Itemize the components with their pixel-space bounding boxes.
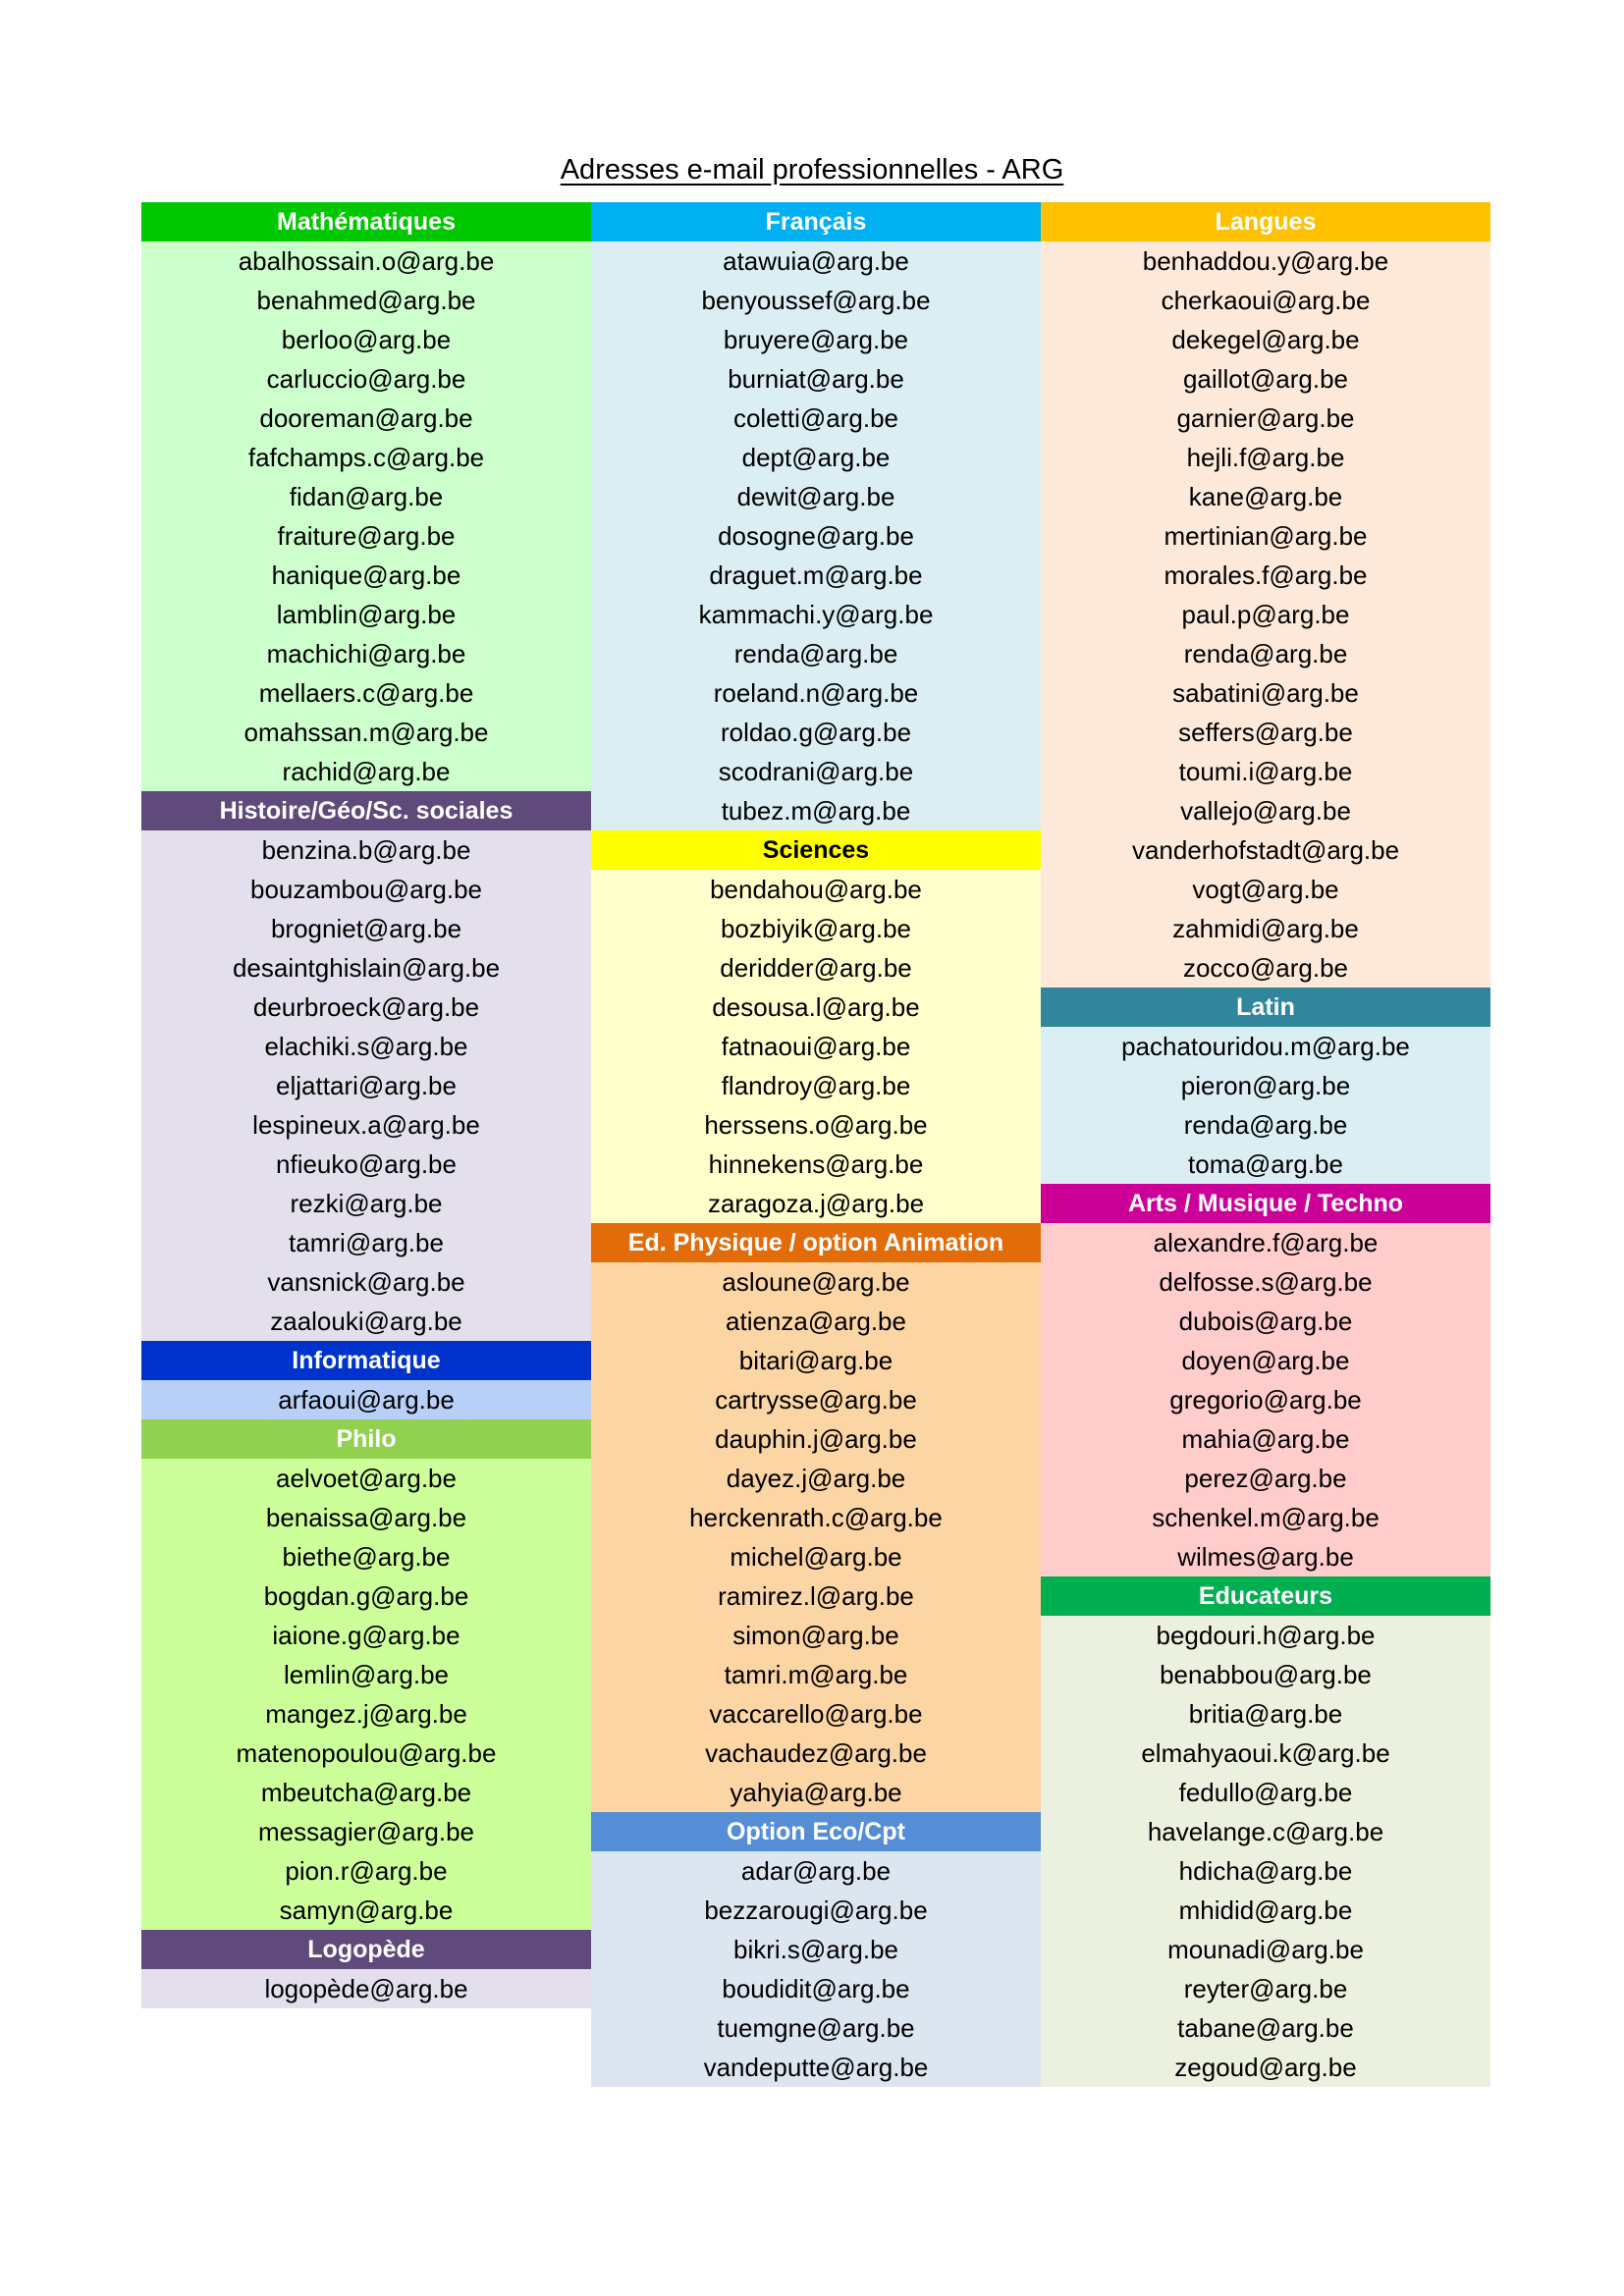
email-address: tubez.m@arg.be	[721, 796, 911, 826]
email-address: kane@arg.be	[1188, 482, 1343, 511]
email-address: zocco@arg.be	[1182, 953, 1349, 983]
email-address: begdouri.h@arg.be	[1156, 1621, 1376, 1650]
email-address: fatnaoui@arg.be	[721, 1032, 911, 1061]
section-mathematiques	[141, 202, 591, 791]
email-address: kammachi.y@arg.be	[698, 600, 934, 629]
email-address: fraiture@arg.be	[277, 521, 456, 551]
email-address: tabane@arg.be	[1177, 2013, 1354, 2043]
email-address: eljattari@arg.be	[276, 1071, 457, 1100]
section-header: Français	[591, 202, 1041, 241]
email-address: mangez.j@arg.be	[265, 1699, 467, 1729]
email-address: desousa.l@arg.be	[712, 992, 920, 1022]
email-address: schenkel.m@arg.be	[1152, 1503, 1380, 1532]
email-address: gaillot@arg.be	[1182, 364, 1349, 394]
section-ed-physique-option-animation	[591, 1223, 1041, 1812]
email-address: renda@arg.be	[1183, 639, 1348, 668]
email-address: ramirez.l@arg.be	[718, 1581, 914, 1611]
email-address: burniat@arg.be	[728, 364, 904, 394]
email-address: zahmidi@arg.be	[1172, 914, 1359, 943]
email-address: dept@arg.be	[741, 443, 891, 472]
email-address: berloo@arg.be	[281, 325, 452, 354]
email-address: deridder@arg.be	[720, 953, 912, 983]
section-educateurs	[1041, 1576, 1490, 2087]
section-arts-musique-techno	[1041, 1184, 1490, 1576]
email-address: alexandre.f@arg.be	[1153, 1228, 1379, 1257]
email-address: bendahou@arg.be	[710, 875, 922, 904]
email-address: zegoud@arg.be	[1174, 2053, 1357, 2082]
email-address: zaragoza.j@arg.be	[707, 1189, 925, 1218]
email-address: hinnekens@arg.be	[708, 1149, 924, 1179]
email-address: sabatini@arg.be	[1172, 678, 1359, 708]
section-header: Sciences	[591, 830, 1041, 870]
column-3	[1041, 202, 1490, 2087]
email-address: zaalouki@arg.be	[270, 1307, 462, 1336]
email-address: pieron@arg.be	[1180, 1071, 1351, 1100]
email-address: benahmed@arg.be	[256, 286, 476, 315]
email-address: reyter@arg.be	[1183, 1974, 1348, 2003]
email-address: asloune@arg.be	[722, 1267, 910, 1297]
section-langues	[1041, 202, 1490, 988]
email-address: roeland.n@arg.be	[713, 678, 919, 708]
email-address: morales.f@arg.be	[1164, 561, 1368, 590]
email-address: mhidid@arg.be	[1178, 1896, 1353, 1925]
email-address: samyn@arg.be	[279, 1896, 454, 1925]
email-address: matenopoulou@arg.be	[236, 1738, 497, 1768]
email-address: benzina.b@arg.be	[261, 835, 471, 865]
section-header: Educateurs	[1041, 1576, 1490, 1616]
email-address: herssens.o@arg.be	[704, 1110, 928, 1140]
section-histoire-geo-sc-sociales	[141, 791, 591, 1341]
email-address: renda@arg.be	[1183, 1110, 1348, 1140]
email-address: atienza@arg.be	[726, 1307, 906, 1336]
email-address: aelvoet@arg.be	[276, 1464, 457, 1493]
email-address: mellaers.c@arg.be	[258, 678, 474, 708]
email-address: doyen@arg.be	[1181, 1346, 1350, 1375]
email-address: benabbou@arg.be	[1160, 1660, 1372, 1689]
email-address: lemlin@arg.be	[283, 1660, 450, 1689]
email-address: benhaddou.y@arg.be	[1142, 246, 1389, 276]
section-logopede	[141, 1930, 591, 2008]
section-latin	[1041, 988, 1490, 1184]
email-address: simon@arg.be	[732, 1621, 899, 1650]
email-address: yahyia@arg.be	[730, 1778, 902, 1807]
email-address: abalhossain.o@arg.be	[238, 246, 495, 276]
email-address: tamri.m@arg.be	[724, 1660, 908, 1689]
section-header: Langues	[1041, 202, 1490, 241]
section-header: Histoire/Géo/Sc. sociales	[141, 791, 591, 830]
email-address: hejli.f@arg.be	[1186, 443, 1345, 472]
email-address: brogniet@arg.be	[270, 914, 462, 943]
email-address: bruyere@arg.be	[723, 325, 909, 354]
email-address: vandeputte@arg.be	[703, 2053, 929, 2082]
email-address: bouzambou@arg.be	[250, 875, 482, 904]
email-address: fedullo@arg.be	[1178, 1778, 1353, 1807]
email-address: roldao.g@arg.be	[720, 718, 912, 747]
email-address: benyoussef@arg.be	[701, 286, 931, 315]
email-address: dooreman@arg.be	[259, 403, 473, 433]
page-title: Adresses e-mail professionnelles - ARG	[560, 154, 1064, 186]
email-address: vachaudez@arg.be	[705, 1738, 927, 1768]
email-address: gregorio@arg.be	[1169, 1385, 1362, 1415]
email-address: britia@arg.be	[1188, 1699, 1343, 1729]
email-address: omahssan.m@arg.be	[244, 718, 489, 747]
email-address: vansnick@arg.be	[267, 1267, 465, 1297]
section-header: Mathématiques	[141, 202, 591, 241]
email-address: iaione.g@arg.be	[272, 1621, 460, 1650]
email-address: machichi@arg.be	[266, 639, 466, 668]
email-address: dubois@arg.be	[1178, 1307, 1353, 1336]
email-address: scodrani@arg.be	[718, 757, 914, 786]
email-address: lamblin@arg.be	[276, 600, 457, 629]
section-francais	[591, 202, 1041, 830]
section-philo	[141, 1419, 591, 1930]
section-header: Option Eco/Cpt	[591, 1812, 1041, 1851]
email-address: draguet.m@arg.be	[709, 561, 923, 590]
email-address: tamri@arg.be	[289, 1228, 444, 1257]
email-address: bozbiyik@arg.be	[720, 914, 912, 943]
section-informatique	[141, 1341, 591, 1419]
email-address: fidan@arg.be	[289, 482, 444, 511]
email-address: vallejo@arg.be	[1180, 796, 1351, 826]
email-address: herckenrath.c@arg.be	[689, 1503, 943, 1532]
section-header: Ed. Physique / option Animation	[591, 1223, 1041, 1262]
section-sciences	[591, 830, 1041, 1223]
email-address: delfosse.s@arg.be	[1159, 1267, 1373, 1297]
email-address: tuemgne@arg.be	[717, 2013, 915, 2043]
email-address: toma@arg.be	[1188, 1149, 1343, 1179]
email-address: rachid@arg.be	[282, 757, 451, 786]
email-address: bikri.s@arg.be	[732, 1935, 898, 1964]
email-address: bitari@arg.be	[738, 1346, 893, 1375]
email-address: havelange.c@arg.be	[1147, 1817, 1384, 1846]
section-header: Informatique	[141, 1341, 591, 1380]
section-header: Philo	[141, 1419, 591, 1459]
column-2	[591, 202, 1041, 2087]
email-address: boudidit@arg.be	[722, 1974, 910, 2003]
email-address: dosogne@arg.be	[718, 521, 914, 551]
email-address: dayez.j@arg.be	[726, 1464, 906, 1493]
email-address: bogdan.g@arg.be	[263, 1581, 469, 1611]
email-address: bezzarougi@arg.be	[704, 1896, 928, 1925]
section-header: Latin	[1041, 988, 1490, 1027]
email-address: coletti@arg.be	[732, 403, 899, 433]
email-address: flandroy@arg.be	[721, 1071, 911, 1100]
email-address: adar@arg.be	[740, 1856, 892, 1886]
column-1	[141, 202, 591, 2008]
email-address: michel@arg.be	[730, 1542, 902, 1572]
email-address: messagier@arg.be	[257, 1817, 475, 1846]
email-address: vogt@arg.be	[1192, 875, 1339, 904]
section-header: Arts / Musique / Techno	[1041, 1184, 1490, 1223]
email-address: hdicha@arg.be	[1178, 1856, 1353, 1886]
section-header: Logopède	[141, 1930, 591, 1969]
email-address: elachiki.s@arg.be	[264, 1032, 468, 1061]
email-address: arfaoui@arg.be	[278, 1385, 455, 1415]
email-address: hanique@arg.be	[271, 561, 461, 590]
email-address: mahia@arg.be	[1181, 1424, 1350, 1454]
email-address: renda@arg.be	[733, 639, 898, 668]
section-option-eco-cpt	[591, 1812, 1041, 2087]
email-address: elmahyaoui.k@arg.be	[1141, 1738, 1390, 1768]
email-address: atawuia@arg.be	[723, 246, 909, 276]
email-address: seffers@arg.be	[1178, 718, 1353, 747]
email-address: vaccarello@arg.be	[709, 1699, 923, 1729]
email-address: dewit@arg.be	[736, 482, 895, 511]
email-address: pion.r@arg.be	[285, 1856, 448, 1886]
email-address: logopède@arg.be	[264, 1974, 468, 2003]
email-address: lespineux.a@arg.be	[252, 1110, 480, 1140]
email-address: cartrysse@arg.be	[715, 1385, 917, 1415]
email-address: mbeutcha@arg.be	[260, 1778, 472, 1807]
email-address: carluccio@arg.be	[266, 364, 466, 394]
email-address: vanderhofstadt@arg.be	[1131, 835, 1400, 865]
email-address: fafchamps.c@arg.be	[247, 443, 485, 472]
email-address: benaissa@arg.be	[265, 1503, 467, 1532]
email-address: toumi.i@arg.be	[1178, 757, 1353, 786]
email-address: rezki@arg.be	[290, 1189, 443, 1218]
email-address: nfieuko@arg.be	[276, 1149, 457, 1179]
email-address: mounadi@arg.be	[1167, 1935, 1364, 1964]
email-address: deurbroeck@arg.be	[252, 992, 480, 1022]
email-address: cherkaoui@arg.be	[1161, 286, 1371, 315]
email-address: pachatouridou.m@arg.be	[1121, 1032, 1410, 1061]
email-address: garnier@arg.be	[1176, 403, 1355, 433]
email-address: biethe@arg.be	[282, 1542, 451, 1572]
email-address: desaintghislain@arg.be	[232, 953, 501, 983]
email-address: mertinian@arg.be	[1164, 521, 1368, 551]
email-address: wilmes@arg.be	[1177, 1542, 1354, 1572]
email-address: dekegel@arg.be	[1171, 325, 1360, 354]
email-address: dauphin.j@arg.be	[715, 1424, 917, 1454]
email-address: paul.p@arg.be	[1181, 600, 1350, 629]
email-address: perez@arg.be	[1184, 1464, 1347, 1493]
